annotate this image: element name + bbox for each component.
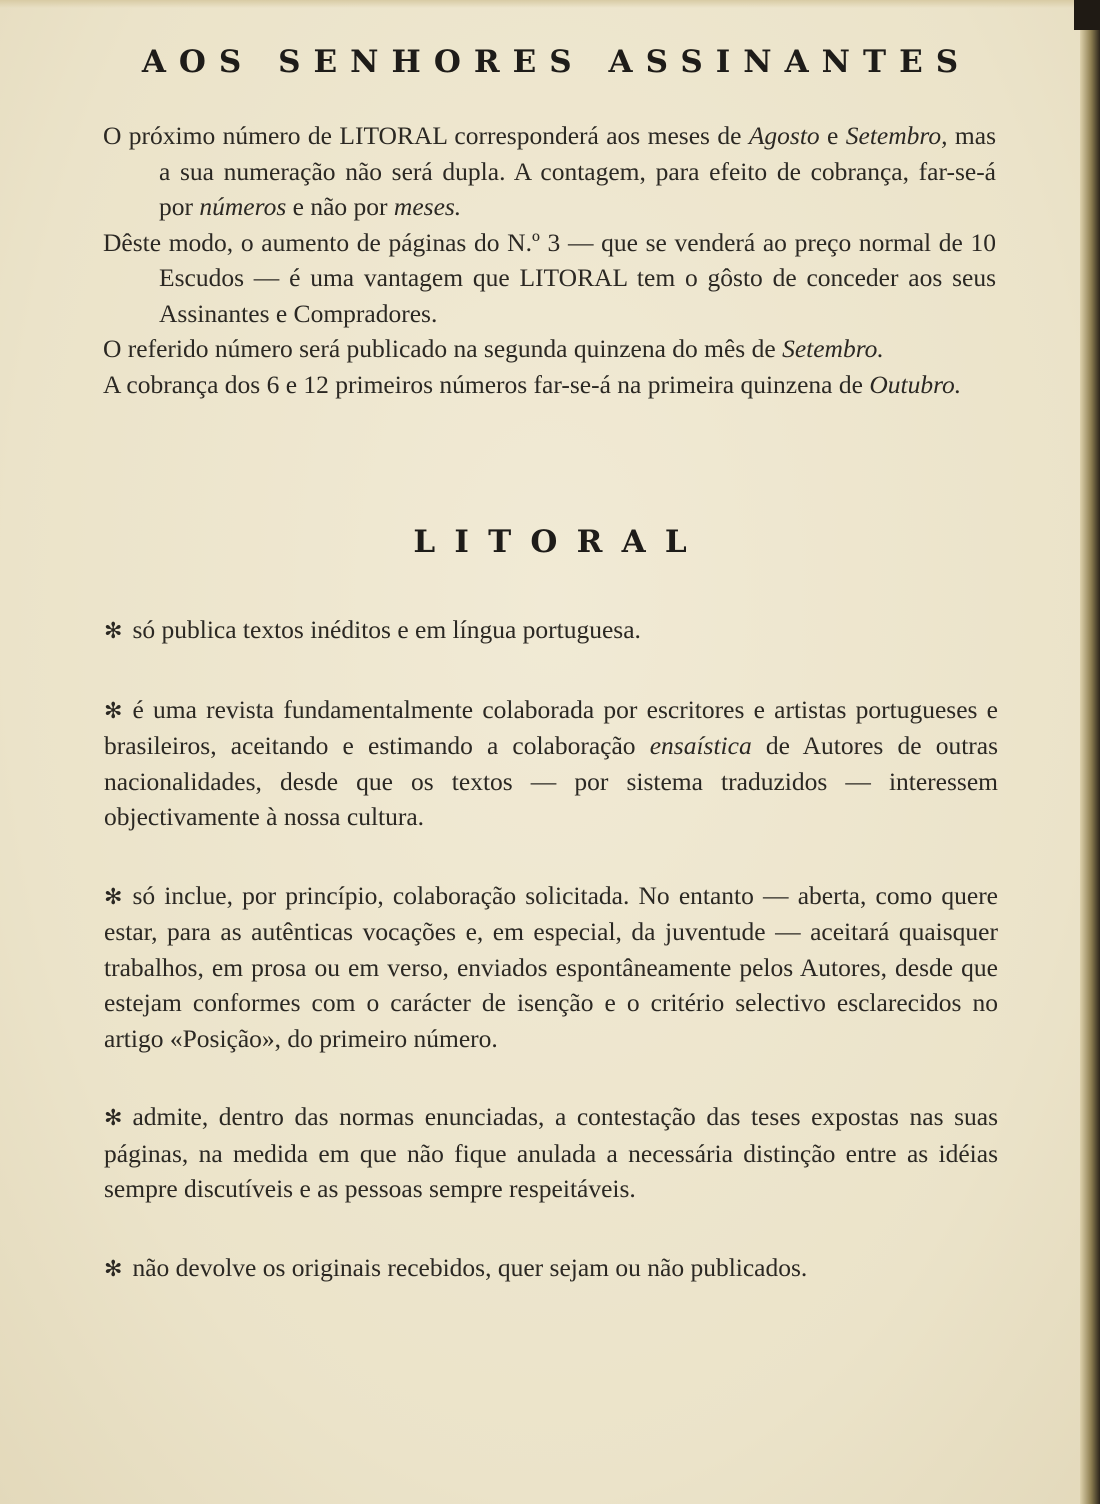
page-corner-shadow [1074,0,1100,30]
notice-paragraph-2: Dêste modo, o aumento de páginas do N.º 3 — que se venderá ao preço normal de 10 Escudos — é uma vantagem que LITORAL tem o gôsto de conceder aos seus Assinantes e Compradores. [103,227,996,328]
notice-paragraph-1 [103,118,996,225]
asterisk-bullet-icon: ✻ [104,618,123,643]
litoral-heading: LITORAL [413,524,706,560]
policy-item-4-text: admite, dentro das normas enunciadas, a contestação das teses expostas nas suas páginas, na medida em que não fique anulada a necessária distinção entre as idéias sempre discutíveis e as pessoas sempre respeitáveis. [104,1102,998,1203]
policy-item-4 [104,1099,998,1207]
notice-p1-text-c: mas a sua numeração não será dupla. A contagem, para efeito de cobrança, far-se-á por [159,121,997,221]
page-top-edge [0,0,1100,8]
subscriber-notice [103,118,996,402]
policy-item-1 [104,612,998,649]
notice-p3-text: O referido número será publicado na segunda quinzena do mês de [103,334,783,363]
notice-paragraph-3 [103,331,996,367]
notice-p1-text-b: e [819,121,846,150]
asterisk-bullet-icon: ✻ [104,697,123,723]
policy-item-3-text: só inclue, por princípio, colaboração solicitada. No entanto — aberta, como quere estar, para as autênticas vocações e, em especial, da juventude — aceitará quaisquer trabalhos, em prosa ou em verso, enviados espontâneamente pelos Autores, desde que estejam conformes com o carácter de isenção e o critério selectivo esclarecidos no artigo «Posição», do primeiro número. [104,880,998,1053]
notice-p3-month: Setembro. [782,334,884,363]
policy-item-2-text-a: é uma revista fundamentalmente colaborada por escritores e artistas portugueses e brasileiros, aceitando e estimando a colaboração [104,694,998,760]
asterisk-bullet-icon: ✻ [104,883,123,909]
policy-item-1-text: só publica textos inéditos e em língua portuguesa. [132,615,641,644]
page-right-edge-shadow [1080,0,1100,1504]
notice-p1-text-a: O próximo número de LITORAL corresponderá aos meses de [103,121,749,150]
notice-p1-months: meses. [393,192,462,221]
notice-paragraph-4 [103,367,996,403]
notice-p1-text-d: e não por [286,192,394,221]
asterisk-bullet-icon: ✻ [104,1255,123,1281]
notice-p1-month-august: Agosto [748,121,820,150]
subscribers-heading: AOS SENHORES ASSINANTES [141,44,972,80]
notice-p1-month-september: Setembro, [845,121,948,150]
policy-item-3 [104,878,998,1057]
policy-item-5 [104,1250,998,1287]
policy-item-2-text-b: de Autores de outras nacionalidades, desde que os textos — por sistema traduzidos — interessem objectivamente à nossa cultura. [104,731,999,831]
policy-item-2-italic: ensaística [649,731,752,760]
litoral-policy-list [104,612,998,1286]
notice-p4-text: A cobrança dos 6 e 12 primeiros números far-se-á na primeira quinzena de [103,369,870,399]
notice-p1-numbers: números [199,192,287,221]
policy-item-2 [104,692,998,835]
asterisk-bullet-icon: ✻ [104,1105,123,1130]
notice-p4-month: Outubro. [869,369,962,399]
policy-item-5-text: não devolve os originais recebidos, quer sejam ou não publicados. [132,1252,808,1282]
